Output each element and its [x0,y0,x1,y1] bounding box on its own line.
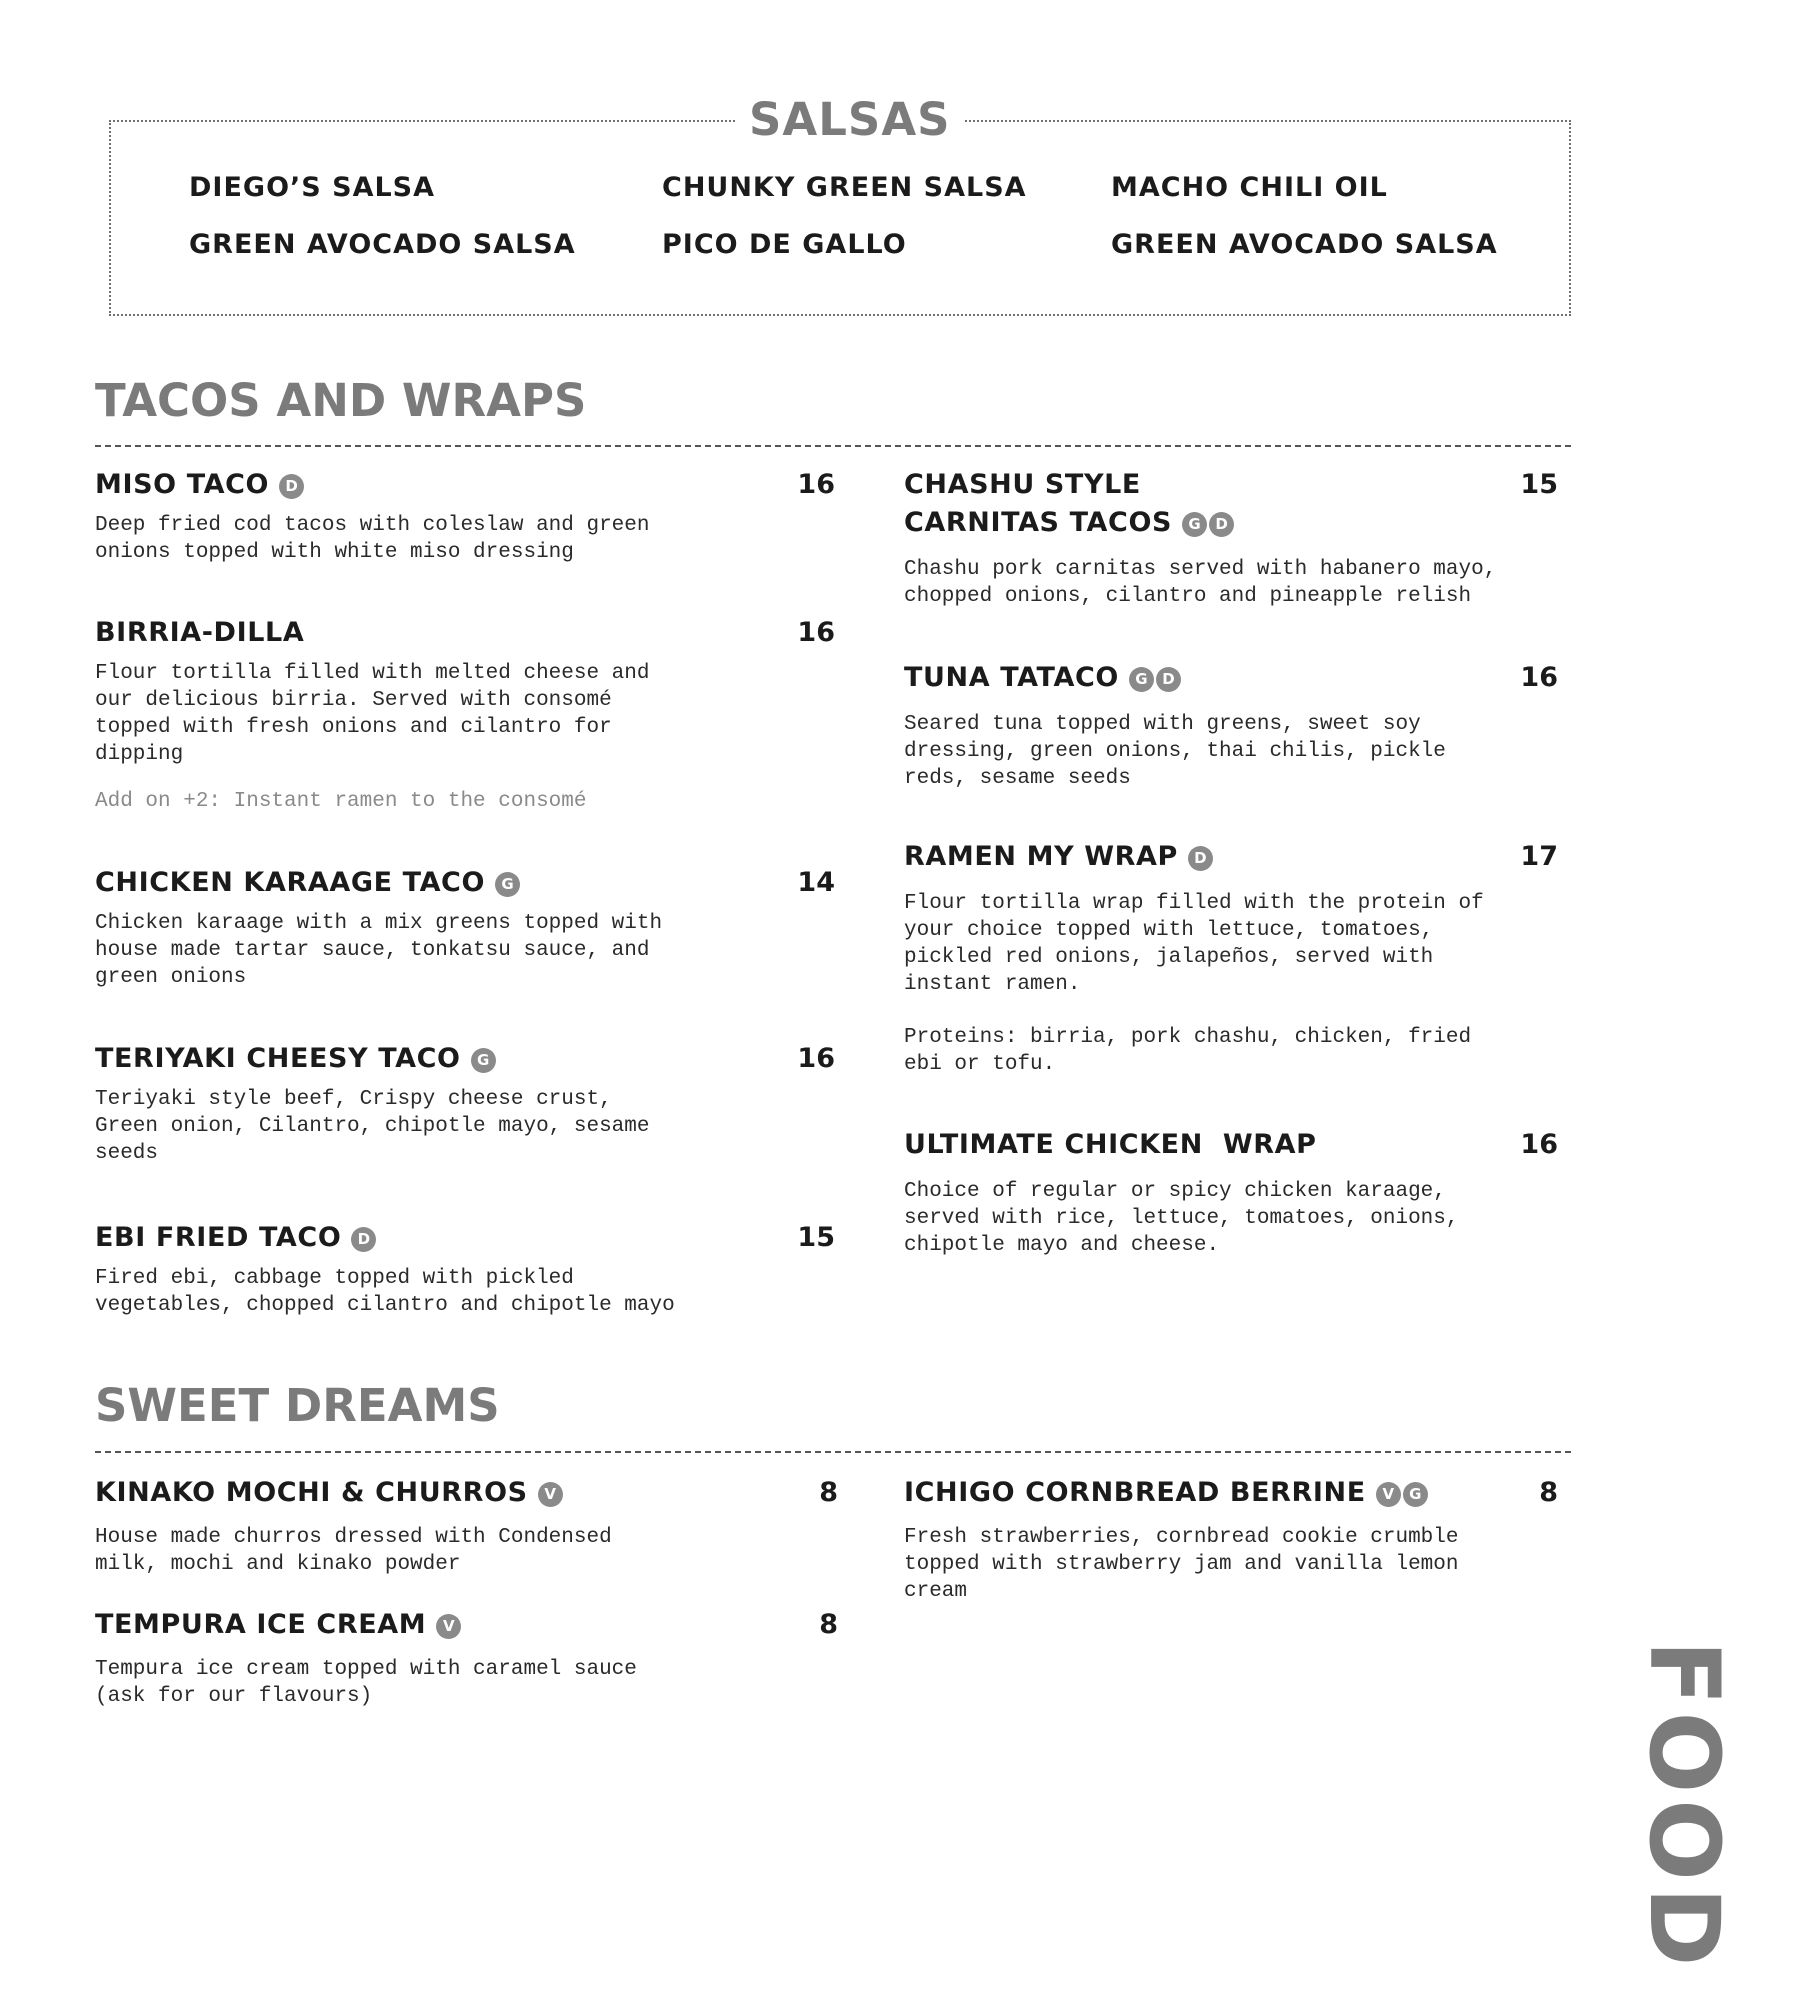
item-price: 17 [1520,841,1558,872]
salsas-title: SALSAS [735,90,965,150]
salsa-item: GREEN AVOCADO SALSA [189,229,576,260]
item-name: CHICKEN KARAAGE TACO [95,867,486,898]
menu-item [95,1219,835,1319]
salsa-item: DIEGO’S SALSA [189,172,436,203]
dairy-badge-icon: D [279,474,304,499]
menu-item [904,659,1568,792]
section-title-sweet-dreams: SWEET DREAMS [95,1379,500,1432]
dairy-badge-icon: D [1209,512,1234,537]
side-label-food: FOOD [1628,1640,1740,1973]
item-price: 14 [797,867,835,898]
item-addon: Add on +2: Instant ramen to the consomé [95,790,587,813]
menu-item [904,1126,1568,1259]
item-description: Chashu pork carnitas served with habanero mayo, chopped onions, cilantro and pineapple relish [904,558,1497,608]
gluten-badge-icon: G [1129,667,1154,692]
item-price: 16 [1520,1129,1558,1160]
section-divider [95,1451,1571,1453]
section-divider [95,445,1571,447]
item-price: 16 [797,469,835,500]
item-description: Fired ebi, cabbage topped with pickled vegetables, chopped cilantro and chipotle mayo [95,1267,675,1317]
gluten-badge-icon: G [1182,512,1207,537]
item-name: MISO TACO [95,469,270,500]
dairy-badge-icon: D [1156,667,1181,692]
menu-item [95,864,835,991]
item-description: Fresh strawberries, cornbread cookie crumble topped with strawberry jam and vanilla lemon cream [904,1526,1459,1603]
item-price: 15 [797,1222,835,1253]
item-name: ULTIMATE CHICKEN WRAP [904,1129,1317,1160]
item-description: House made churros dressed with Condensed milk, mochi and kinako powder [95,1526,612,1576]
item-price: 15 [1520,469,1558,500]
item-name: TUNA TATACO [904,662,1119,693]
item-description: Chicken karaage with a mix greens topped with house made tartar sauce, tonkatsu sauce, and green onions [95,912,663,989]
dairy-badge-icon: D [1188,846,1213,871]
salsa-item: GREEN AVOCADO SALSA [1111,229,1498,260]
item-name: EBI FRIED TACO [95,1222,342,1253]
item-price: 16 [797,1043,835,1074]
section-title-tacos: TACOS AND WRAPS [95,374,587,427]
item-description: Flour tortilla wrap filled with the protein of your choice topped with lettuce, tomatoes, pickled red onions, jalapeños, served with instant ramen. [904,892,1484,996]
gluten-badge-icon: G [471,1048,496,1073]
item-name-line2: CARNITAS TACOS [904,507,1173,538]
item-name: KINAKO MOCHI & CHURROS [95,1477,528,1508]
salsa-item: CHUNKY GREEN SALSA [662,172,1027,203]
gluten-badge-icon: G [495,872,520,897]
salsa-item: MACHO CHILI OIL [1111,172,1388,203]
menu-item [95,1606,838,1710]
menu-item [904,838,1568,1078]
vegetarian-badge-icon: V [436,1614,461,1639]
item-price: 16 [1520,662,1558,693]
item-name: BIRRIA-DILLA [95,617,305,648]
item-name: RAMEN MY WRAP [904,841,1178,872]
item-description: Teriyaki style beef, Crispy cheese crust, Green onion, Cilantro, chipotle mayo, sesame seeds [95,1088,650,1165]
menu-item [904,466,1568,610]
item-price: 16 [797,617,835,648]
menu-item [95,1474,838,1578]
vegetarian-badge-icon: V [1376,1482,1401,1507]
item-description: Tempura ice cream topped with caramel sauce (ask for our flavours) [95,1658,637,1708]
item-price: 8 [819,1477,838,1508]
item-name: TERIYAKI CHEESY TACO [95,1043,461,1074]
item-description: Choice of regular or spicy chicken karaage, served with rice, lettuce, tomatoes, onions, chipotle mayo and cheese. [904,1180,1459,1257]
item-price: 8 [1539,1477,1558,1508]
gluten-badge-icon: G [1403,1482,1428,1507]
dairy-badge-icon: D [351,1227,376,1252]
item-description: Flour tortilla filled with melted cheese and our delicious birria. Served with consomé topped with fresh onions and cilantro for dipping [95,662,650,766]
menu-item [95,1040,835,1167]
salsa-item: PICO DE GALLO [662,229,907,260]
menu-item [95,614,835,815]
item-price: 8 [819,1609,838,1640]
item-description-proteins: Proteins: birria, pork chashu, chicken, fried ebi or tofu. [904,1026,1472,1076]
vegetarian-badge-icon: V [538,1482,563,1507]
item-name: ICHIGO CORNBREAD BERRINE [904,1477,1366,1508]
menu-item [95,466,835,566]
item-name: CHASHU STYLE [904,469,1141,500]
item-description: Seared tuna topped with greens, sweet soy dressing, green onions, thai chilis, pickle reds, sesame seeds [904,713,1446,790]
item-name: TEMPURA ICE CREAM [95,1609,427,1640]
item-description: Deep fried cod tacos with coleslaw and green onions topped with white miso dressing [95,514,650,564]
menu-item [904,1474,1568,1605]
